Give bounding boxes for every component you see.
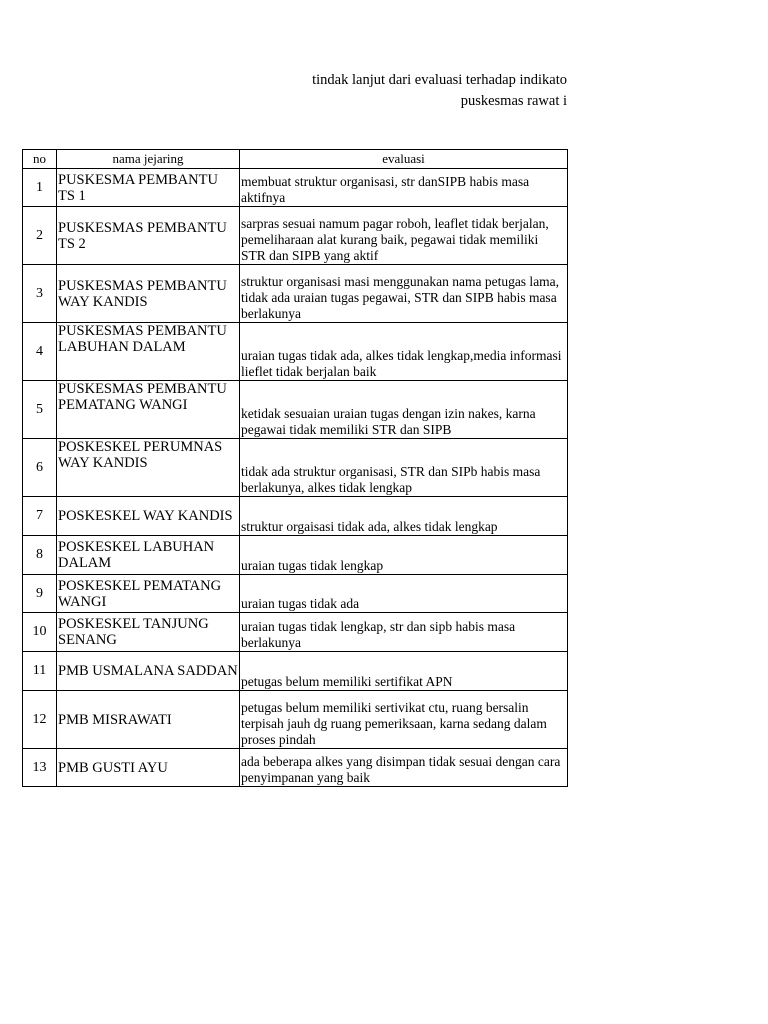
- nama-jejaring-cell: PUSKESMAS PEMBANTU PEMATANG WANGI: [57, 381, 240, 439]
- evaluasi-cell: uraian tugas tidak ada, alkes tidak lengkap,media informasi lieflet tidak berjalan baik: [240, 323, 568, 381]
- evaluasi-cell: membuat struktur organisasi, str danSIPB habis masa aktifnya: [240, 169, 568, 207]
- table-row: [23, 652, 568, 691]
- evaluation-table: [22, 149, 568, 787]
- table-row: [23, 575, 568, 613]
- evaluasi-cell: sarpras sesuai namum pagar roboh, leaflet tidak berjalan, pemeliharaan alat kurang baik, pegawai tidak memiliki STR dan SIPB yang aktif: [240, 207, 568, 265]
- evaluasi-cell: uraian tugas tidak lengkap, str dan sipb habis masa berlakunya: [240, 613, 568, 652]
- nama-jejaring-cell: PMB USMALANA SADDAN: [57, 652, 240, 691]
- column-header-evaluasi: evaluasi: [240, 150, 568, 169]
- row-number: 10: [23, 613, 57, 652]
- nama-jejaring-cell: POSKESKEL PEMATANG WANGI: [57, 575, 240, 613]
- nama-jejaring-cell: POSKESKEL TANJUNG SENANG: [57, 613, 240, 652]
- row-number: 12: [23, 691, 57, 749]
- evaluasi-cell: ketidak sesuaian uraian tugas dengan izin nakes, karna pegawai tidak memiliki STR dan SIPB: [240, 381, 568, 439]
- nama-jejaring-cell: POSKESKEL PERUMNAS WAY KANDIS: [57, 439, 240, 497]
- row-number: 1: [23, 169, 57, 207]
- nama-jejaring-cell: PUSKESMA PEMBANTU TS 1: [57, 169, 240, 207]
- evaluasi-cell: tidak ada struktur organisasi, STR dan SIPb habis masa berlakunya, alkes tidak lengkap: [240, 439, 568, 497]
- table-row: [23, 169, 568, 207]
- table-row: [23, 381, 568, 439]
- row-number: 9: [23, 575, 57, 613]
- nama-jejaring-cell: PUSKESMAS PEMBANTU WAY KANDIS: [57, 265, 240, 323]
- nama-jejaring-cell: POSKESKEL LABUHAN DALAM: [57, 536, 240, 575]
- row-number: 3: [23, 265, 57, 323]
- row-number: 2: [23, 207, 57, 265]
- table-header-row: [23, 150, 568, 169]
- row-number: 4: [23, 323, 57, 381]
- row-number: 6: [23, 439, 57, 497]
- table-row: [23, 439, 568, 497]
- table-row: [23, 207, 568, 265]
- nama-jejaring-cell: PMB GUSTI AYU: [57, 749, 240, 787]
- evaluasi-cell: uraian tugas tidak lengkap: [240, 536, 568, 575]
- title-line-2: puskesmas rawat i: [460, 93, 567, 109]
- row-number: 11: [23, 652, 57, 691]
- nama-jejaring-cell: PUSKESMAS PEMBANTU TS 2: [57, 207, 240, 265]
- column-header-nama-jejaring: nama jejaring: [57, 150, 240, 169]
- table-row: [23, 536, 568, 575]
- row-number: 7: [23, 497, 57, 536]
- evaluasi-cell: uraian tugas tidak ada: [240, 575, 568, 613]
- table-row: [23, 265, 568, 323]
- row-number: 13: [23, 749, 57, 787]
- table-row: [23, 613, 568, 652]
- row-number: 8: [23, 536, 57, 575]
- document-title: [240, 70, 567, 112]
- column-header-no: no: [23, 150, 57, 169]
- table-row: [23, 323, 568, 381]
- evaluasi-cell: petugas belum memiliki sertifikat APN: [240, 652, 568, 691]
- title-line-1: tindak lanjut dari evaluasi terhadap indikato: [312, 72, 567, 88]
- table-row: [23, 749, 568, 787]
- table-row: [23, 691, 568, 749]
- evaluasi-cell: struktur orgaisasi tidak ada, alkes tidak lengkap: [240, 497, 568, 536]
- nama-jejaring-cell: PUSKESMAS PEMBANTU LABUHAN DALAM: [57, 323, 240, 381]
- evaluasi-cell: petugas belum memiliki sertivikat ctu, ruang bersalin terpisah jauh dg ruang pemeriksaan, karna sedang dalam proses pindah: [240, 691, 568, 749]
- evaluasi-cell: struktur organisasi masi menggunakan nama petugas lama, tidak ada uraian tugas pegawai, STR dan SIPB habis masa berlakunya: [240, 265, 568, 323]
- table-row: [23, 497, 568, 536]
- row-number: 5: [23, 381, 57, 439]
- evaluasi-cell: ada beberapa alkes yang disimpan tidak sesuai dengan cara penyimpanan yang baik: [240, 749, 568, 787]
- nama-jejaring-cell: POSKESKEL WAY KANDIS: [57, 497, 240, 536]
- nama-jejaring-cell: PMB MISRAWATI: [57, 691, 240, 749]
